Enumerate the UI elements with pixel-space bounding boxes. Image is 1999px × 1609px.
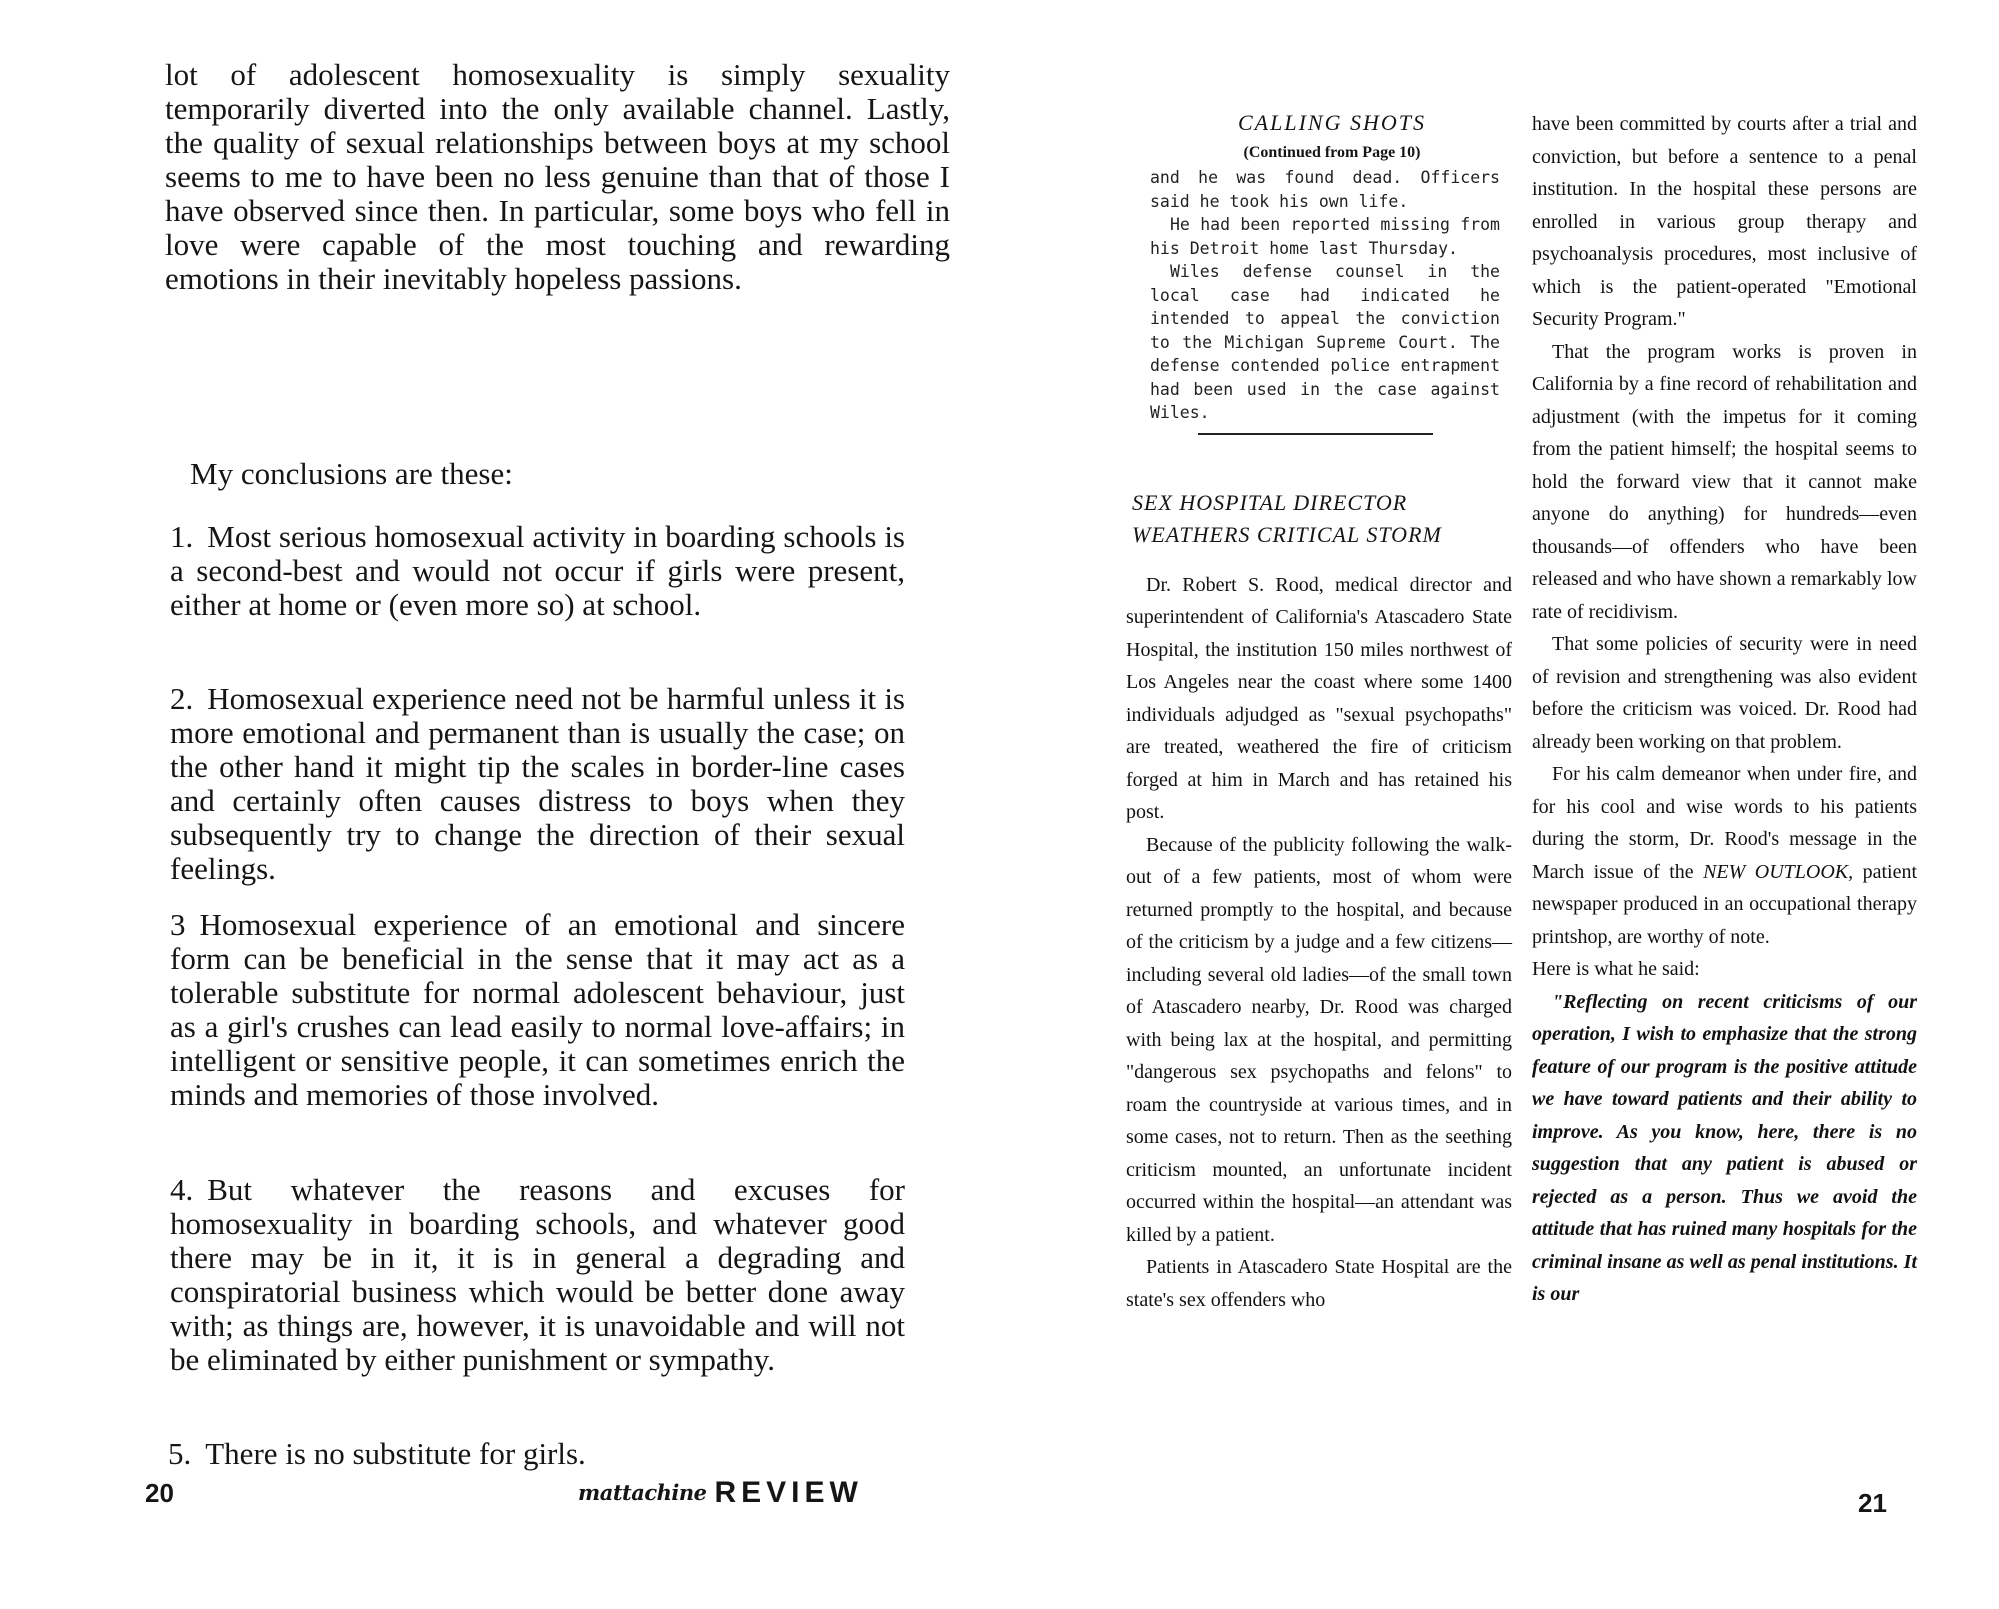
conclusion-item xyxy=(170,682,905,886)
article-paragraph: Patients in Atascadero State Hospital are the state's sex offenders who xyxy=(1126,1256,1512,1311)
article-paragraph: Here is what he said: xyxy=(1532,958,1700,980)
article-column-2 xyxy=(1532,108,1917,1311)
article-paragraph: have been committed by courts after a trial and conviction, but before a sentence to a penal institution. In the hospital these persons are enrolled in various group therapy and psychoanalysis procedures, most inclusive of which is the patient-operated "Emotional Security Program." xyxy=(1532,113,1917,330)
article-paragraph: That some policies of security were in need of revision and strengthening was also evident before the criticism was voiced. Dr. Rood had already been working on that problem. xyxy=(1532,633,1917,753)
conclusion-number: 3 xyxy=(170,907,186,942)
article-headline xyxy=(1132,487,1512,551)
clipping-body xyxy=(1150,166,1500,425)
headline-line: SEX HOSPITAL DIRECTOR xyxy=(1132,489,1408,515)
conclusion-text: Homosexual experience need not be harmful unless it is more emotional and permanent than is usually the case; on the other hand it might tip the scales in border-line cases and certainly often causes distress to boys when they subsequently try to change the direction of their sexual feelings. xyxy=(170,681,905,886)
conclusion-item xyxy=(170,520,905,622)
conclusions-heading: My conclusions are these: xyxy=(190,456,513,491)
conclusion-item xyxy=(170,1173,905,1377)
news-clipping xyxy=(1126,110,1512,435)
article-paragraph xyxy=(1532,758,1917,953)
right-column xyxy=(1532,108,1917,1311)
article-paragraph: That the program works is proven in California by a fine record of rehabilitation and adjustment (with the impetus for it coming from the patient himself; the hospital seems to hold the forward view that it cannot make anyone do anything) for hundreds—even thousands—of offenders who have been released and who have shown a remarkably low rate of recidivism. xyxy=(1532,340,1917,623)
conclusion-item xyxy=(168,1437,903,1471)
clipping-continued-line: (Continued from Page 10) xyxy=(1243,144,1421,161)
clipping-title: CALLING SHOTS xyxy=(1238,110,1426,135)
article-paragraph: Because of the publicity following the walk-out of a few patients, most of whom were returned promptly to the hospital, and because of the criticism by a judge and a few citizens—including several old ladies—of the small town of Atascadero nearby, Dr. Rood was charged with being lax at the hospital, and permitting "dangerous sex psychopaths and felons" to roam the countryside at various times, and in some cases, not to return. Then as the seething criticism mounted, an unfortunate incident occurred within the hospital—an attendant was killed by a patient. xyxy=(1126,833,1512,1246)
text-run: patient newspaper produced in an occupational therapy printshop, are worthy of note. xyxy=(1532,860,1917,948)
conclusion-text: Most serious homosexual activity in boarding schools is a second-best and would not occur if girls were present, either at home or (even more so) at school. xyxy=(170,519,905,622)
conclusion-number: 4. xyxy=(170,1172,194,1207)
conclusion-text: But whatever the reasons and excuses for homosexuality in boarding schools, and whatever good there may be in it, it is in general a degrading and conspiratorial business which would be better done away with; as things are, however, it is unavoidable and will not be eliminated by either punishment or sympathy. xyxy=(170,1172,905,1377)
masthead-logo xyxy=(578,1476,863,1510)
clipping-rule xyxy=(1198,433,1433,435)
page-number-left: 20 xyxy=(145,1478,174,1508)
conclusion-number: 1. xyxy=(170,519,194,554)
masthead-word: REVIEW xyxy=(714,1476,863,1509)
masthead-script: mattachine xyxy=(578,1480,707,1505)
conclusion-number: 5. xyxy=(168,1436,192,1471)
publication-name: NEW OUTLOOK, xyxy=(1703,860,1854,883)
right-page xyxy=(1000,0,1999,1560)
clipping-paragraph: He had been reported missing from his Detroit home last Thursday. xyxy=(1150,215,1500,258)
clipping-paragraph: and he was found dead. Officers said he took his own life. xyxy=(1150,168,1500,211)
conclusion-item xyxy=(170,908,905,1112)
conclusion-number: 2. xyxy=(170,681,194,716)
article-quote: "Reflecting on recent criticisms of our operation, I wish to emphasize that the strong feature of our program is the positive attitude we have toward patients and their ability to improve. As you know, here, there is no suggestion that any patient is abused or rejected as a person. Thus we avoid the attitude that has ruined many hospitals for the criminal insane as well as penal institutions. It is our xyxy=(1532,990,1917,1305)
headline-line: WEATHERS CRITICAL STORM xyxy=(1132,521,1442,547)
text-run: For his calm demeanor when under fire, and for his cool and wise words to his patients during the storm, Dr. Rood's message in the March issue of the xyxy=(1532,763,1917,883)
article-column-1 xyxy=(1126,569,1512,1317)
middle-column xyxy=(1126,110,1512,1316)
page-number-right: 21 xyxy=(1858,1488,1887,1518)
conclusion-text: There is no substitute for girls. xyxy=(205,1436,586,1471)
article-paragraph: Dr. Robert S. Rood, medical director and superintendent of California's Atascadero State Hospital, the institution 150 miles northwest of Los Angeles near the coast where some 1400 individuals adjudged as "sexual psychopaths" are treated, weathered the fire of criticism forged at him in March and has retained his post. xyxy=(1126,573,1512,823)
left-page xyxy=(0,0,1000,1560)
intro-paragraph: lot of adolescent homosexuality is simply sexuality temporarily diverted into the only available channel. Lastly, the quality of sexual relationships between boys at my school seems to me to have been no less genuine than that of those I have observed since then. In particular, some boys who fell in love were capable of the most touching and rewarding emotions in their inevitably hopeless passions. xyxy=(165,57,950,296)
clipping-paragraph: Wiles defense counsel in the local case had indicated he intended to appeal the conviction to the Michigan Supreme Court. The defense contended police entrapment had been used in the case against Wiles. xyxy=(1150,262,1500,422)
conclusion-text: Homosexual experience of an emotional and sincere form can be beneficial in the sense that it may act as a tolerable substitute for normal adolescent behaviour, just as a girl's crushes can lead easily to normal love-affairs; in intelligent or sensitive people, it can sometimes enrich the minds and memories of those involved. xyxy=(170,907,905,1112)
